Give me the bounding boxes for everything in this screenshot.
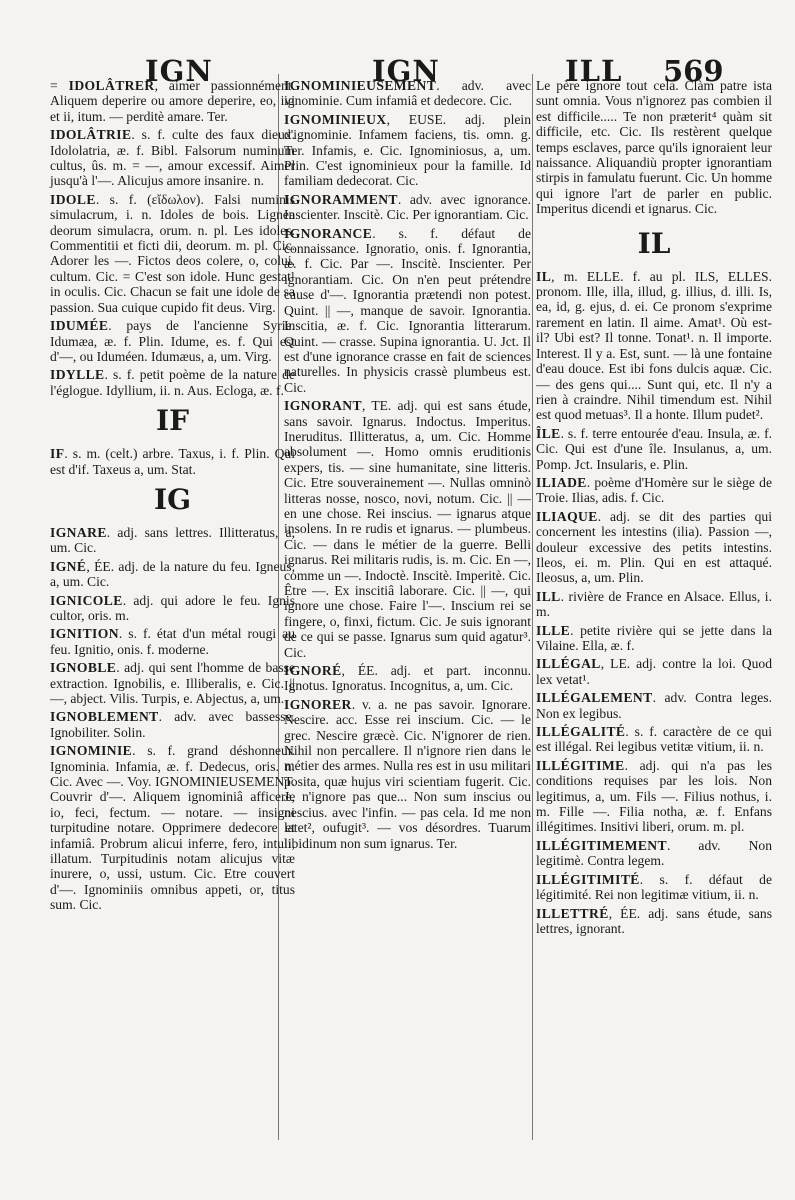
dictionary-entry: ILLÉGITIME. adj. qui n'a pas les conditions requises par les lois. Non legitimus, a, um. Fils —. Filius nothus, i. m. Fille —. Filia notha, æ. f. Enfans illégitimes. Insitivi liberi, orum. m. pl.	[536, 757, 772, 835]
running-head-left: IGN	[145, 54, 213, 88]
dictionary-entry: IGNORER. v. a. ne pas savoir. Ignorare. Nescire. acc. Esse rei inscium. Cic. — le grec. Nescire græcè. Cic. N'ignorer de rien. Nihil non percallere. Il n'ignore rien dans le métier des armes. Nulla res est in usu militari posita, quæ hujus viri scientiam fugerit. Cic. Je n'ignore pas que... Non sum inscius ou nescius. avec l'infin. — pas cela. Id me non latet², oufugit³. — vos désordres. Tuarum libidinum non sum ignarus. Ter.	[284, 696, 531, 851]
dictionary-entry: IGNOMINIE. s. f. grand déshonneur. Ignominia. Infamia, æ. f. Dedecus, oris. n. Cic. Avec —. Voy. IGNOMINIEUSEMENT. Couvrir d'—. Aliquem ignominiâ afficere, io, feci, fectum. — notare. — insigni turpitudine notare. Opprimere dedecore et infamiâ. Probrum alicui inferre, fero, intuli, illatum. Turpitudinis notam alicujus vitæ inurere, o, ussi, ustum. Cic. Etre couvert d'—. Ignominiis omnibus appeti, or, titus sum. Cic.	[50, 743, 295, 913]
dictionary-entry: IDOLÂTRIE. s. f. culte des faux dieux. Idololatria, æ. f. Bibl. Falsorum numinum cultus, ûs. m. = —, amour excessif. Aimer jusqu'à l'—. Alicujus amore insanire. n.	[50, 127, 295, 189]
dictionary-entry: IDYLLE. s. f. petit poème de la nature de l'églogue. Idyllium, ii. n. Aus. Ecloga, æ. f.	[50, 367, 295, 398]
dictionary-entry: ILLÉGITIMITÉ. s. f. défaut de légitimité. Rei non legitimæ vitium, ii. n.	[536, 871, 772, 903]
running-head-center: IGN	[372, 54, 440, 88]
dictionary-entry: IGNORANT, TE. adj. qui est sans étude, sans savoir. Ignarus. Indoctus. Imperitus. Ineruditus. Illitteratus, a, um. Cic. Homme absolument —. Homo omnis eruditionis expers, tis. — sine humanitate, sine litteris. Cic. Etre souverainement —. Nullas omninò litteras nosse, nosco, novi, notum. Cic. || — en une chose. Rei inscius. — ignarus atque insolens. In re rudis et ignarus. — plumbeus. Cic. — dans le métier de la guerre. Belli ignarus. Rei militaris rudis, is. m. Cic. En —, comme un —. Indoctè. Inscitè. Imperitè. Cic. Être —. Ex inscitiâ laborare. Cic. || —, qui ignore une chose. Faire l'—. Inscium rei se fingere, o, finxi, fictum. Cic. Je suis ignorant de ce qui se passe. Ignarus sum quid agatur³. Cic.	[284, 398, 531, 660]
dictionary-entry: IGNOMINIEUSEMENT. adv. avec ignominie. Cum infamiâ et dedecore. Cic.	[284, 78, 531, 109]
dictionary-entry: = IDOLÂTRER, aimer passionnément. Aliquem deperire ou amore deperire, eo, ivi et ii, itum. — perditè amare. Ter.	[50, 78, 295, 124]
section-heading-if: IF	[156, 404, 189, 438]
dictionary-entry: ILLE. petite rivière qui se jette dans la Vilaine. Ella, æ. f.	[536, 622, 772, 653]
dictionary-entry: IGNORÉ, ÉE. adj. et part. inconnu. Ignotus. Ignoratus. Incognitus, a, um. Cic.	[284, 663, 531, 694]
dictionary-entry: ILL. rivière de France en Alsace. Ellus, i. m.	[536, 588, 772, 620]
column-1	[50, 78, 295, 916]
dictionary-entry: ILLÉGALEMENT. adv. Contra leges. Non ex legibus.	[536, 690, 772, 721]
dictionary-entry: IL, m. ELLE. f. au pl. ILS, ELLES. pronom. Ille, illa, illud, g. illius, d. illi. Is, ea, id, g. ejus, d. ei. Ce pronom s'exprime rarement en latin. Il aime. Amat¹. Où est-il? Ubi est? Il tonne. Tonat¹. n. Il importe. Interest. Il y a. Est, sunt. — là une fontaine d'eau douce. Est ibi fons dulcis aquæ. Cic. — des gens qui.... Sunt qui, etc. Il n'y a rien à craindre. Nihil timendum est. Nihil est quod metuas³. Il a honte. Illum pudet².	[536, 268, 772, 423]
dictionary-entry: IGNITION. s. f. état d'un métal rougi au feu. Ignitio, onis. f. moderne.	[50, 626, 295, 657]
column-divider	[532, 74, 533, 1140]
dictionary-entry: ILLÉGALITÉ. s. f. caractère de ce qui est illégal. Rei legibus vetitæ vitium, ii. n.	[536, 724, 772, 755]
dictionary-entry: ÎLE. s. f. terre entourée d'eau. Insula, æ. f. Cic. Qui est d'une île. Insulanus, a, um. Pomp. Jct. Insularis, e. Plin.	[536, 425, 772, 472]
dictionary-entry: IGNÉ, ÉE. adj. de la nature du feu. Igneus, a, um. Cic.	[50, 558, 295, 590]
column-3	[536, 78, 772, 939]
dictionary-entry: IGNOBLE. adj. qui sent l'homme de basse extraction. Ignobilis, e. Illiberalis, e. Cic. || —, abject. Vilis. Turpis, e. Abjectus, a, um.	[50, 660, 295, 706]
dictionary-entry: ILIAQUE. adj. se dit des parties qui concernent les intestins (ilia). Passion —, douleur excessive des petits intestins. Ileos, ei. m. Plin. Qui en est attaqué. Ileosus, a, um. Plin.	[536, 508, 772, 586]
dictionary-entry: IF. s. m. (celt.) arbre. Taxus, i. f. Plin. Qui est d'if. Taxeus a, um. Stat.	[50, 446, 295, 477]
dictionary-entry: IGNOMINIEUX, EUSE. adj. plein d'ignominie. Infamem faciens, tis. omn. g. Ter. Infamis, e. Cic. Ignominiosus, a, um. Plin. C'est ignominieux pour la famille. Id familiam dedecorat. Cic.	[284, 111, 531, 189]
dictionary-entry: ILLETTRÉ, ÉE. adj. sans étude, sans lettres, ignorant.	[536, 905, 772, 936]
dictionary-entry: ILLÉGITIMEMENT. adv. Non legitimè. Contra legem.	[536, 837, 772, 869]
dictionary-entry: IDUMÉE. pays de l'ancienne Syrie. Idumæa, æ. f. Plin. Idume, es. f. Qui est d'—, ou Iduméen. Idumæus, a, um. Virg.	[50, 318, 295, 364]
section-heading-il: IL	[637, 226, 671, 260]
dictionary-entry: IDOLE. s. f. (εἴδωλον). Falsi numinis simulacrum, i. n. Idoles de bois. Lignea deorum simulacra, orum. n. pl. Les idoles. Commentitii et ficti dii, deorum. m. pl. Cic. Adorer les —. Fictos deos colere, o, colui, cultum. Cic. = C'est son idole. Hunc gestat¹ in oculis. Cic. Chacun se fait une idole de sa passion. Sua cuique cupido fit deus. Virg.	[50, 191, 295, 315]
running-head-right: ILL	[565, 54, 623, 88]
dictionary-entry: IGNORAMMENT. adv. avec ignorance. Inscienter. Inscitè. Cic. Per ignorantiam. Cic.	[284, 191, 531, 223]
section-heading-ig: IG	[153, 482, 191, 516]
dictionary-entry: IGNORANCE. s. f. défaut de connaissance. Ignoratio, onis. f. Ignorantia, æ. f. Cic. Par —. Inscitè. Inscienter. Per ignorantiam. Cic. On n'en peut prétendre cause d'—. Ignorantia prætendi non potest. Quint. || —, manque de savoir. Ignorantia. Inscitia, æ. f. Cic. Ignorantia litterarum. Quint. — crasse. Supina ignorantia. U. Jct. Il est d'une ignorance crasse en fait de sciences naturelles. In physicis crassè plumbeus est. Cic.	[284, 225, 531, 395]
dictionary-entry: IGNICOLE. adj. qui adore le feu. Ignis cultor, oris. m.	[50, 592, 295, 623]
dictionary-entry: ILIADE. poème d'Homère sur le siège de Troie. Ilias, adis. f. Cic.	[536, 474, 772, 506]
column-2	[284, 78, 531, 854]
dictionary-entry: Le père ignore tout cela. Clàm patre ista sunt omnia. Vous n'ignorez pas combien il est difficile..... Te non præterit⁴ quàm sit difficile, etc. Cic. Ils restèrent quelque temps esclaves, parce qu'ils ignoraient leur naissance. Aliquandiù propter ignorantiam stirpis in famulatu fuerunt. Cic. Un homme qui ignore l'art de parler en public. Imperitus dicendi et ignarus. Cic.	[536, 78, 772, 217]
dictionary-entry: IGNARE. adj. sans lettres. Illitteratus, a, um. Cic.	[50, 524, 295, 556]
dictionary-entry: ILLÉGAL, LE. adj. contre la loi. Quod lex vetat¹.	[536, 656, 772, 687]
dictionary-entry: IGNOBLEMENT. adv. avec bassesse. Ignobiliter. Solin.	[50, 709, 295, 740]
page-number: 569	[663, 54, 724, 88]
